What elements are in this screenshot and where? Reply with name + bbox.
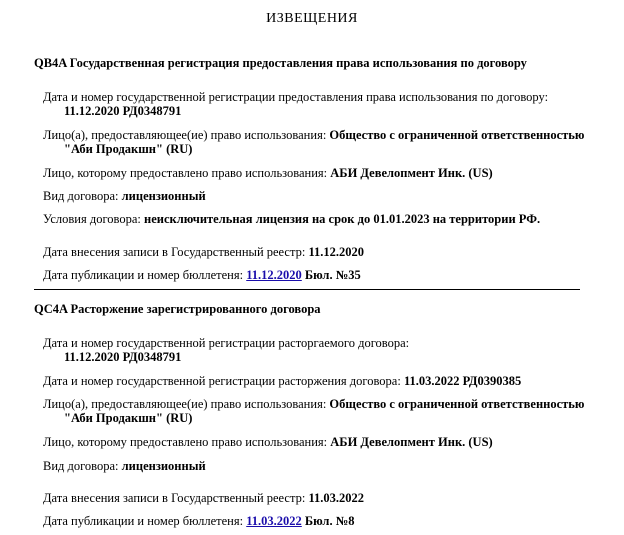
notice-label: Дата и номер государственной регистрации расторжения договора: — [43, 374, 404, 388]
divider — [34, 289, 580, 290]
bulletin-number: Бюл. №8 — [301, 514, 355, 528]
notice-label: Дата внесения записи в Государственный реестр: — [43, 245, 309, 259]
bulletin-number: Бюл. №35 — [301, 268, 361, 282]
notice-value: 11.12.2020 РД0348791 — [64, 104, 182, 118]
notice-row — [43, 166, 493, 180]
notice-value: Общество с ограниченной ответственностью — [329, 397, 585, 411]
notice-label: Дата публикации и номер бюллетеня: — [43, 268, 247, 282]
notice-value: лицензионный — [121, 459, 206, 473]
notice-value: 11.12.2020 — [308, 245, 364, 259]
notice-row — [43, 514, 355, 528]
notice-value: 11.12.2020 РД0348791 — [64, 350, 182, 364]
notice-heading: QC4A Расторжение зарегистрированного договора — [34, 302, 321, 316]
bulletin-link[interactable]: 11.03.2022 — [246, 514, 302, 528]
notice-value: АБИ Девелопмент Инк. (US) — [330, 166, 493, 180]
notice-value: 11.03.2022 РД0390385 — [403, 374, 522, 388]
notice-label: Лицо, которому предоставлено право использования: — [43, 166, 331, 180]
notice-row — [43, 491, 364, 505]
notice-value: "Аби Продакшн" (RU) — [64, 142, 193, 156]
notice-label: Дата и номер государственной регистрации расторгаемого договора: — [43, 336, 410, 350]
notice-label: Дата и номер государственной регистрации предоставления права использования по договору: — [43, 90, 549, 104]
notice-value: лицензионный — [121, 189, 206, 203]
page-title: ИЗВЕЩЕНИЯ — [266, 11, 358, 26]
notice-row — [43, 435, 493, 449]
notice-heading: QB4A Государственная регистрация предоставления права использования по договору — [34, 56, 527, 70]
notice-label: Дата публикации и номер бюллетеня: — [43, 514, 247, 528]
notice-row — [43, 397, 584, 411]
notice-value: неисключительная лицензия на срок до 01.01.2023 на территории РФ. — [144, 212, 541, 226]
notice-row — [43, 374, 521, 388]
notice-label: Дата внесения записи в Государственный реестр: — [43, 491, 309, 505]
notice-label: Условия договора: — [43, 212, 144, 226]
notice-row — [43, 245, 364, 259]
notice-row — [43, 268, 361, 282]
notice-label: Лицо, которому предоставлено право использования: — [43, 435, 331, 449]
notice-label: Вид договора: — [43, 459, 122, 473]
notice-row — [43, 212, 540, 226]
notice-value: АБИ Девелопмент Инк. (US) — [330, 435, 493, 449]
notice-row — [43, 128, 584, 142]
notice-value: 11.03.2022 — [308, 491, 364, 505]
notice-value: Общество с ограниченной ответственностью — [329, 128, 585, 142]
notice-row — [43, 189, 206, 203]
notice-row — [43, 459, 206, 473]
notice-label: Вид договора: — [43, 189, 122, 203]
notice-value: "Аби Продакшн" (RU) — [64, 411, 193, 425]
bulletin-link[interactable]: 11.12.2020 — [246, 268, 302, 282]
notice-label: Лицо(а), предоставляющее(ие) право использования: — [43, 128, 330, 142]
notice-label: Лицо(а), предоставляющее(ие) право использования: — [43, 397, 330, 411]
